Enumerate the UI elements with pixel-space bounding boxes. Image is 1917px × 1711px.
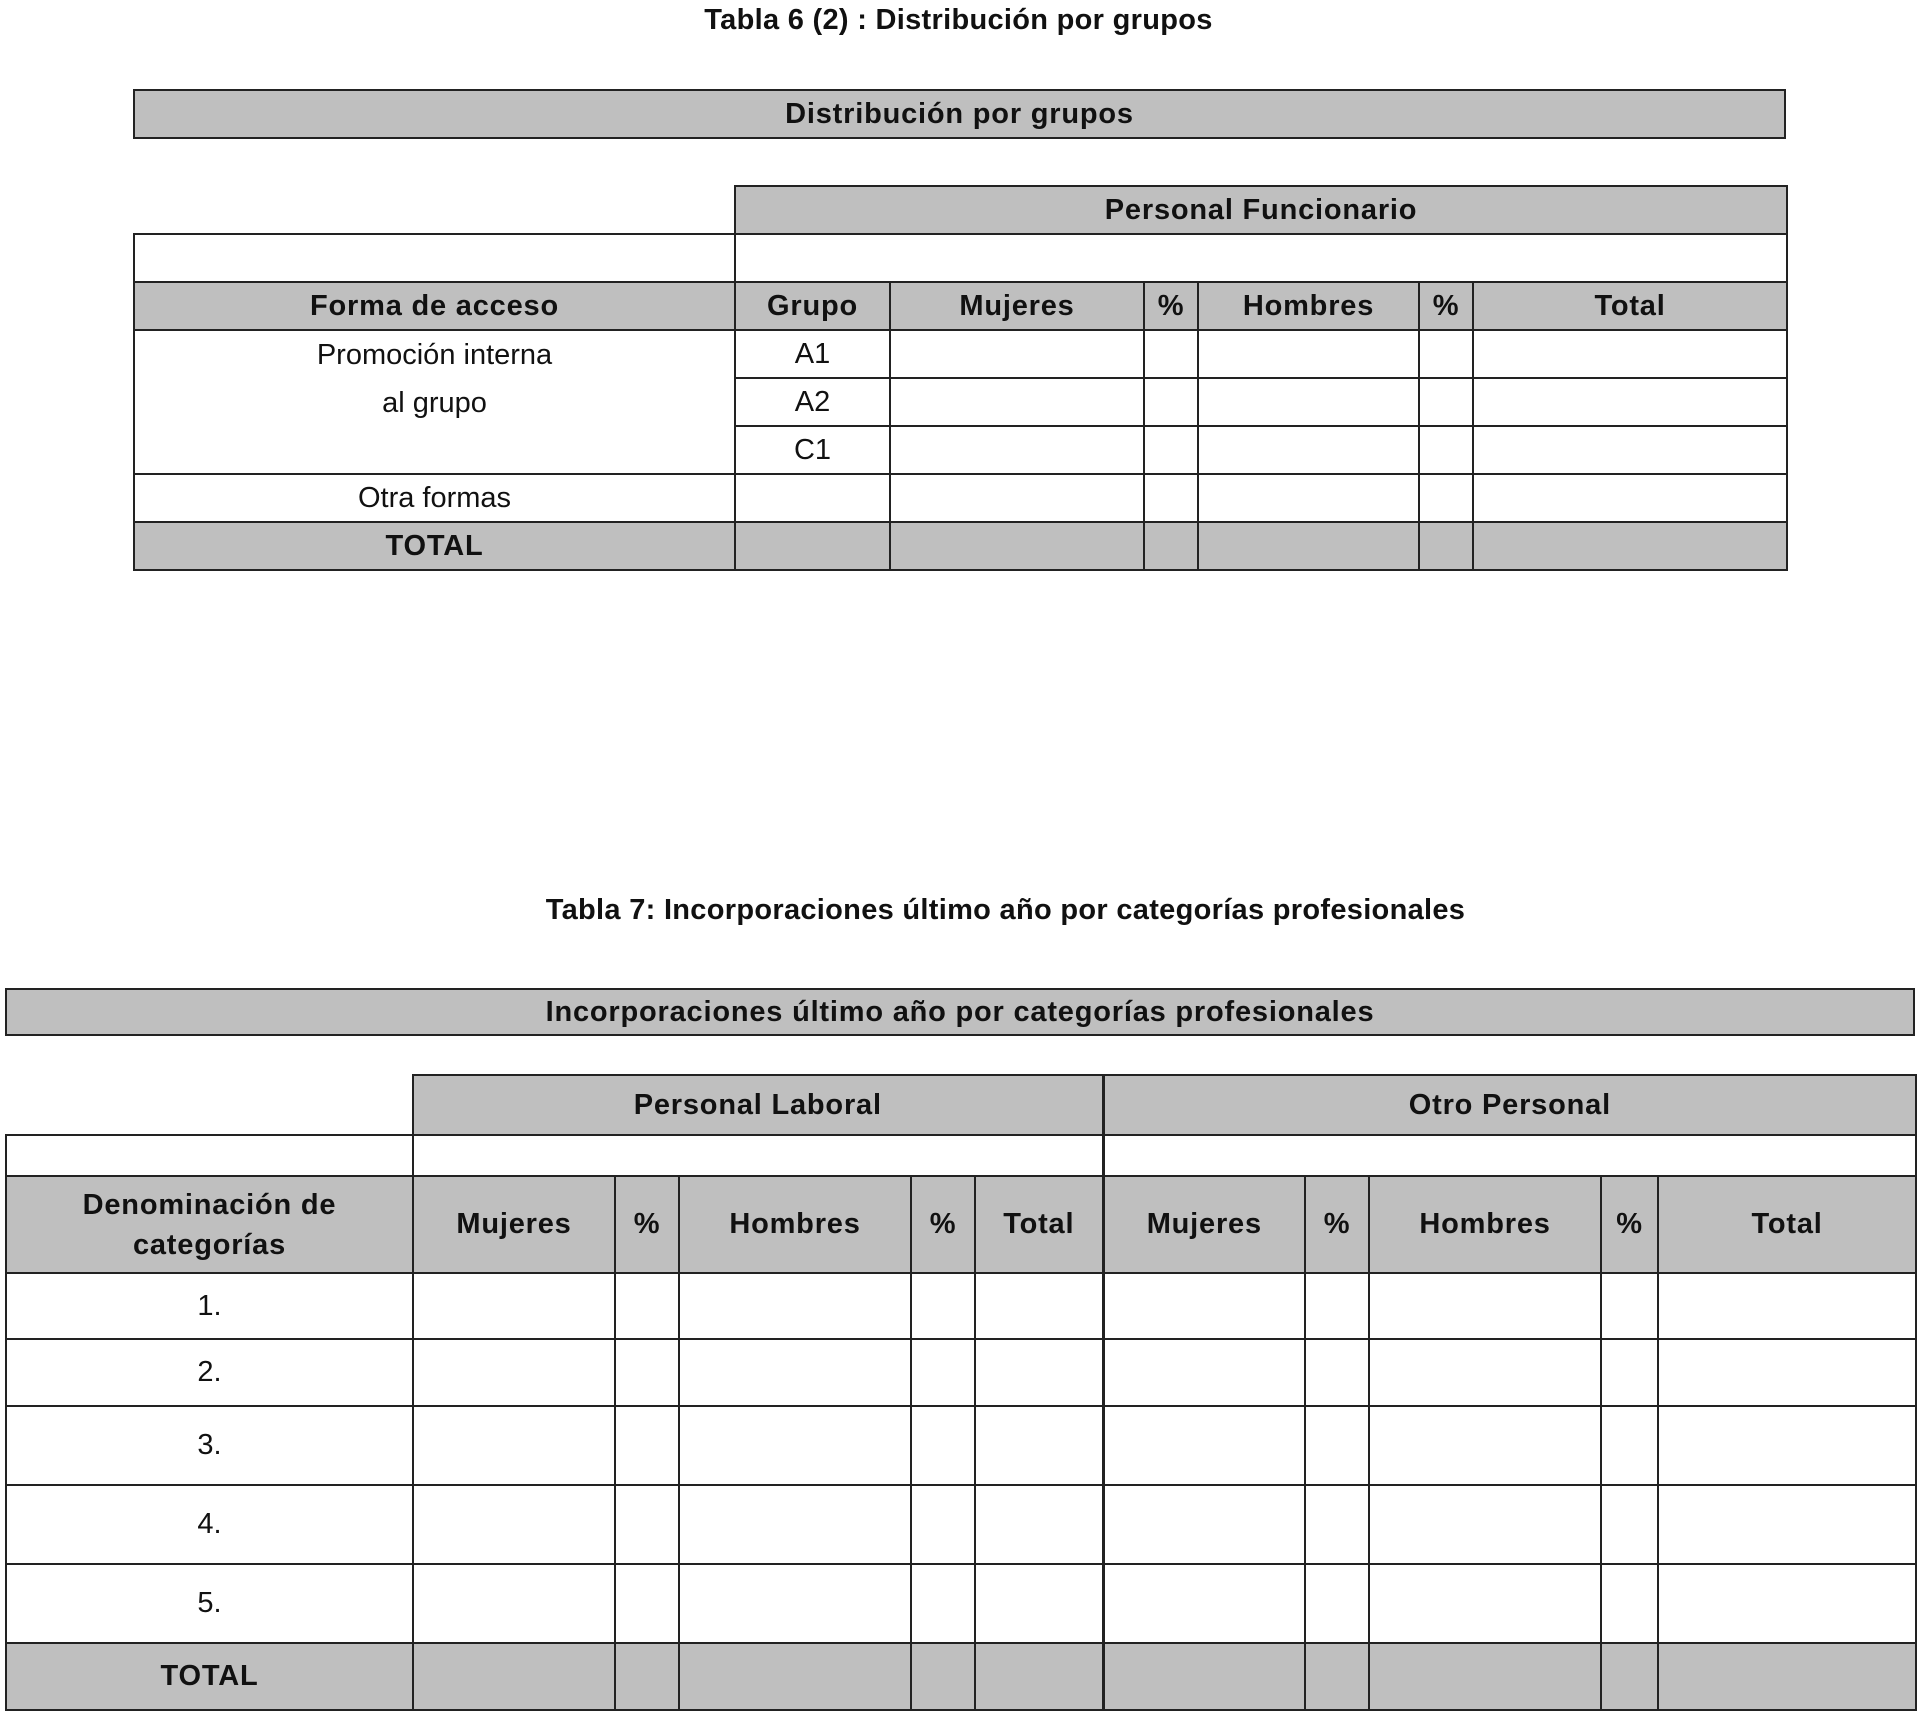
- table-cell: [679, 1406, 911, 1485]
- table-cell: [1369, 1643, 1601, 1710]
- table6-grupo-c1: C1: [735, 426, 890, 474]
- table-cell: [615, 1273, 679, 1339]
- table6-header-hombres: Hombres: [1198, 282, 1419, 330]
- table-cell: [679, 1643, 911, 1710]
- table-cell: [1144, 474, 1198, 522]
- table-cell: [1198, 522, 1419, 570]
- table-cell: [413, 1339, 615, 1406]
- table-cell: [413, 1406, 615, 1485]
- table-cell: [1473, 474, 1787, 522]
- table-cell: [1658, 1273, 1916, 1339]
- table7-header-pct-hombres-laboral: %: [911, 1176, 975, 1273]
- table-cell: [735, 474, 890, 522]
- table-cell: [1305, 1643, 1369, 1710]
- table-cell: [1198, 474, 1419, 522]
- table6-header-pct-hombres: %: [1419, 282, 1473, 330]
- table7-total-label: TOTAL: [6, 1643, 413, 1710]
- table-cell: [1144, 522, 1198, 570]
- table-cell: [1369, 1564, 1601, 1643]
- table-cell: [1601, 1406, 1658, 1485]
- table-cell: [1144, 330, 1198, 378]
- table-cell: [890, 426, 1144, 474]
- table6-header-pct-mujeres: %: [1144, 282, 1198, 330]
- table-cell: [890, 522, 1144, 570]
- table-cell: [615, 1564, 679, 1643]
- table-cell: [413, 1564, 615, 1643]
- table-cell: [911, 1339, 975, 1406]
- table-cell: [911, 1485, 975, 1564]
- table7-group-laboral: Personal Laboral: [413, 1075, 1103, 1135]
- table7-spacer-left: [6, 1135, 413, 1176]
- table7-spacer-laboral: [413, 1135, 1103, 1176]
- table-cell: [1198, 378, 1419, 426]
- table7-header-total-laboral: Total: [975, 1176, 1103, 1273]
- table-cell: [1305, 1406, 1369, 1485]
- table-cell: [1658, 1643, 1916, 1710]
- table7-header-total-otro: Total: [1658, 1176, 1916, 1273]
- table-cell: [1305, 1339, 1369, 1406]
- table-cell: [890, 378, 1144, 426]
- table-cell: [1658, 1564, 1916, 1643]
- table-cell: [975, 1339, 1103, 1406]
- table6-header-mujeres: Mujeres: [890, 282, 1144, 330]
- table-cell: [911, 1564, 975, 1643]
- table6-corner-blank: [134, 186, 735, 234]
- table6-spacer-right: [735, 234, 1787, 282]
- table-cell: [1103, 1643, 1305, 1710]
- table-cell: [975, 1643, 1103, 1710]
- table7-header-hombres-otro: Hombres: [1369, 1176, 1601, 1273]
- table-cell: [1103, 1339, 1305, 1406]
- table-cell: [1601, 1564, 1658, 1643]
- table7-header-denominacion: [6, 1176, 413, 1273]
- table-cell: [1658, 1485, 1916, 1564]
- table-cell: [1305, 1564, 1369, 1643]
- table6-group-header: Personal Funcionario: [735, 186, 1787, 234]
- table-cell: [1144, 426, 1198, 474]
- table-cell: [1601, 1339, 1658, 1406]
- table-cell: [615, 1643, 679, 1710]
- table-cell: [890, 474, 1144, 522]
- table7-group-otro: Otro Personal: [1103, 1075, 1916, 1135]
- table-cell: [1369, 1339, 1601, 1406]
- table6-grupo-a1: A1: [735, 330, 890, 378]
- table-cell: [1658, 1406, 1916, 1485]
- table6-caption: Tabla 6 (2) : Distribución por grupos: [704, 4, 1213, 36]
- table-cell: [1103, 1485, 1305, 1564]
- table7-row-label: 1.: [6, 1273, 413, 1339]
- table7-header-mujeres-laboral: Mujeres: [413, 1176, 615, 1273]
- table-cell: [1198, 330, 1419, 378]
- table-cell: [890, 330, 1144, 378]
- table-cell: [679, 1273, 911, 1339]
- table7-row-label: 4.: [6, 1485, 413, 1564]
- table-cell: [1419, 426, 1473, 474]
- table6-promocion-line2: al grupo: [382, 387, 487, 419]
- table7-caption: Tabla 7: Incorporaciones último año por categorías profesionales: [545, 894, 1466, 926]
- table-cell: [911, 1406, 975, 1485]
- table-cell: [1419, 522, 1473, 570]
- table-cell: [1369, 1406, 1601, 1485]
- table6-header-forma: Forma de acceso: [134, 282, 735, 330]
- table-cell: [615, 1485, 679, 1564]
- table6-otra-formas: Otra formas: [134, 474, 735, 522]
- table6-header-total: Total: [1473, 282, 1787, 330]
- table-cell: [911, 1273, 975, 1339]
- table-cell: [1103, 1406, 1305, 1485]
- table6-promocion-cell: [134, 330, 735, 474]
- table-cell: [1369, 1273, 1601, 1339]
- table6-header-grupo: Grupo: [735, 282, 890, 330]
- table-cell: [735, 522, 890, 570]
- table-cell: [1601, 1643, 1658, 1710]
- table-cell: [413, 1273, 615, 1339]
- table-cell: [975, 1273, 1103, 1339]
- table7-header-hombres-laboral: Hombres: [679, 1176, 911, 1273]
- table6-banner: Distribución por grupos: [133, 89, 1786, 139]
- table-cell: [1305, 1485, 1369, 1564]
- table-cell: [679, 1339, 911, 1406]
- table-cell: [1305, 1273, 1369, 1339]
- table-cell: [615, 1339, 679, 1406]
- table-cell: [1103, 1564, 1305, 1643]
- table-cell: [1103, 1273, 1305, 1339]
- table7-denominacion-line2: categorías: [132, 1228, 287, 1261]
- table-cell: [1658, 1339, 1916, 1406]
- table-cell: [1601, 1273, 1658, 1339]
- table-cell: [975, 1406, 1103, 1485]
- table6-grupo-a2: A2: [735, 378, 890, 426]
- table7-row-label: 2.: [6, 1339, 413, 1406]
- table7-header-pct-mujeres-otro: %: [1305, 1176, 1369, 1273]
- table-cell: [1601, 1485, 1658, 1564]
- table6-spacer-left: [134, 234, 735, 282]
- table7-header-pct-mujeres-laboral: %: [615, 1176, 679, 1273]
- table-cell: [413, 1485, 615, 1564]
- table-cell: [975, 1485, 1103, 1564]
- table7-banner: Incorporaciones último año por categorías profesionales: [5, 988, 1915, 1036]
- table-cell: [1419, 474, 1473, 522]
- table-cell: [1419, 330, 1473, 378]
- table-cell: [679, 1564, 911, 1643]
- table6-grid: [133, 185, 1788, 571]
- table-cell: [975, 1564, 1103, 1643]
- table-cell: [1144, 378, 1198, 426]
- table7-corner-blank: [6, 1075, 413, 1135]
- table-cell: [911, 1643, 975, 1710]
- table7-header-pct-hombres-otro: %: [1601, 1176, 1658, 1273]
- table7-grid: [5, 1074, 1917, 1711]
- table-cell: [1473, 426, 1787, 474]
- table-cell: [615, 1406, 679, 1485]
- table-cell: [1473, 330, 1787, 378]
- table7-row-label: 3.: [6, 1406, 413, 1485]
- table-cell: [1419, 378, 1473, 426]
- table-cell: [1473, 522, 1787, 570]
- table6-promocion-line1: Promoción interna: [316, 339, 553, 371]
- table-cell: [679, 1485, 911, 1564]
- table7-spacer-otro: [1103, 1135, 1916, 1176]
- table-cell: [413, 1643, 615, 1710]
- table6-total-label: TOTAL: [134, 522, 735, 570]
- table7-header-mujeres-otro: Mujeres: [1103, 1176, 1305, 1273]
- table7-row-label: 5.: [6, 1564, 413, 1643]
- table-cell: [1473, 378, 1787, 426]
- table-cell: [1369, 1485, 1601, 1564]
- table7-denominacion-line1: Denominación de: [82, 1188, 337, 1221]
- table-cell: [1198, 426, 1419, 474]
